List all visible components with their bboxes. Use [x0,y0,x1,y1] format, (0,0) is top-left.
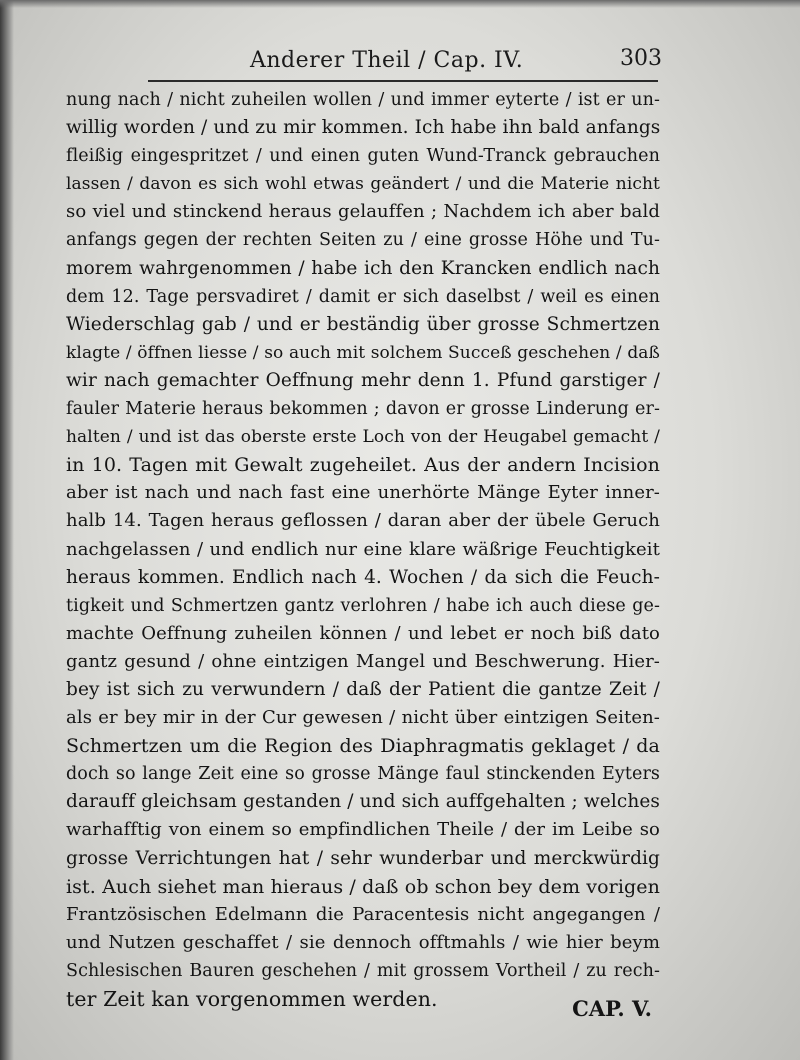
text-line: halb 14. Tagen heraus geflossen / daran aber der übele Geruch [66,510,660,532]
text-line: aber ist nach und nach fast eine unerhörte Mänge Eyter inner- [66,482,660,504]
text-line: fauler Materie heraus bekommen ; davon er grosse Linderung er- [66,399,660,420]
text-line: willig worden / und zu mir kommen. Ich habe ihn bald anfangs [66,117,661,139]
binding-shadow [0,0,14,1060]
text-line: Frantzösischen Edelmann die Paracentesis nicht angegangen / [66,903,660,925]
text-line: dem 12. Tage persvadiret / damit er sich daselbst / weil es einen [66,286,660,307]
text-line: fleißig eingespritzet / und einen guten Wund-Tranck gebrauchen [66,146,660,167]
text-line: machte Oeffnung zuheilen können / und lebet er noch biß dato [66,622,660,644]
text-line: grosse Verrichtungen hat / sehr wunderbar und merckwürdig [66,847,660,869]
text-line: nung nach / nicht zuheilen wollen / und immer eyterte / ist er un- [66,90,660,110]
text-line: halten / und ist das oberste erste Loch von der Heugabel gemacht / [66,427,660,448]
text-line: und Nutzen geschaffet / sie dennoch offtmahls / wie hier beym [66,931,660,953]
catchword: CAP. V. [572,996,652,1021]
text-line: bey ist sich zu verwundern / daß der Patient die gantze Zeit / [66,678,660,700]
text-line: wir nach gemachter Oeffnung mehr denn 1. Pfund garstiger / [66,369,660,391]
text-line: morem wahrgenommen / habe ich den Krancken endlich nach [66,257,660,279]
text-line: so viel und stinckend heraus gelauffen ; Nachdem ich aber bald [66,201,660,223]
body-text [66,86,660,1013]
page-number: 303 [620,46,662,71]
text-line: warhafftig von einem so empfindlichen Theile / der im Leibe so [66,819,660,841]
text-line: Wiederschlag gab / und er beständig über grosse Schmertzen [66,313,660,335]
text-line: Schmertzen um die Region des Diaphragmatis geklaget / da [66,735,660,758]
header-rule [148,80,658,82]
text-line: Schlesischen Bauren geschehen / mit grossem Vortheil / zu rech- [66,960,660,981]
text-line: nachgelassen / und endlich nur eine klare wäßrige Feuchtigkeit [66,538,660,560]
page-header [68,44,668,80]
text-line: lassen / davon es sich wohl etwas geändert / und die Materie nicht [66,174,660,195]
text-line: doch so lange Zeit eine so grosse Mänge faul stinckenden Eyters [66,764,660,785]
top-edge-shadow [0,0,800,8]
text-line: als er bey mir in der Cur gewesen / nicht über eintzigen Seiten- [66,707,660,729]
text-line: ter Zeit kan vorgenommen werden. [66,987,438,1011]
text-line: heraus kommen. Endlich nach 4. Wochen / da sich die Feuch- [66,566,660,588]
text-line: gantz gesund / ohne eintzigen Mangel und Beschwerung. Hier- [66,650,660,672]
text-line: anfangs gegen der rechten Seiten zu / eine grosse Höhe und Tu- [66,230,660,251]
text-line: darauff gleichsam gestanden / und sich auffgehalten ; welches [66,791,660,813]
text-line: klagte / öffnen liesse / so auch mit solchem Succeß geschehen / daß [66,342,660,363]
text-line: in 10. Tagen mit Gewalt zugeheilet. Aus der andern Incision [66,454,660,477]
text-line: ist. Auch siehet man hieraus / daß ob schon bey dem vorigen [66,875,660,898]
running-head: Anderer Theil / Cap. IV. [250,48,524,73]
text-line: tigkeit und Schmertzen gantz verlohren / habe ich auch diese ge- [66,595,660,616]
